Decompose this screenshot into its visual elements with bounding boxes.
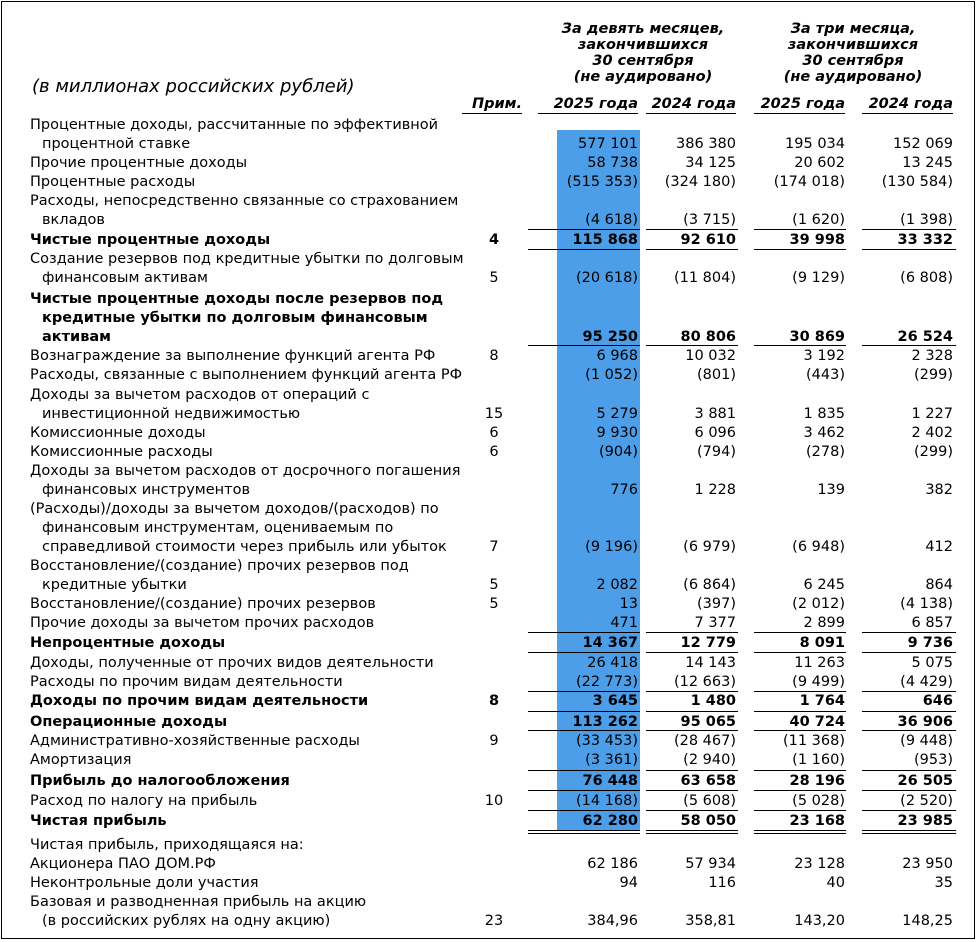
row-label-line: Доходы за вычетом расходов от досрочного погашения <box>30 463 461 479</box>
row-value: (6 864) <box>683 577 736 593</box>
row-label-line: Доходы, полученные от прочих видов деятельности <box>30 655 434 671</box>
row-label <box>30 751 460 770</box>
row-value: 382 <box>925 482 953 498</box>
row-label-line: финансовым активам <box>42 270 208 286</box>
row-value: 80 806 <box>680 329 736 345</box>
row-note: 5 <box>489 270 499 286</box>
header-year-1: 2025 года <box>538 96 638 114</box>
row-label-line: Чистая прибыль <box>30 813 167 829</box>
row-value: (1 398) <box>900 212 953 228</box>
rule-line <box>646 830 738 831</box>
row-note: 5 <box>489 596 499 612</box>
row-value: 57 934 <box>685 856 736 872</box>
row-note: 8 <box>488 693 500 709</box>
rule-line <box>862 229 956 230</box>
row-label-line: Создание резервов под кредитные убытки по долговым <box>30 251 464 267</box>
row-value: 8 091 <box>799 635 845 651</box>
row-value: 23 128 <box>794 856 845 872</box>
rule-line <box>754 810 846 811</box>
row-label-line: Неконтрольные доли участия <box>30 875 259 891</box>
row-label <box>30 173 460 192</box>
row-value: 40 <box>826 875 845 891</box>
row-value: (4 618) <box>585 212 638 228</box>
row-value: 1 764 <box>799 693 845 709</box>
row-label <box>30 855 460 874</box>
row-value: (4 138) <box>900 596 953 612</box>
row-label <box>30 732 460 751</box>
row-label-line: кредитные убытки <box>42 577 187 593</box>
row-label-line: Расход по налогу на прибыль <box>30 793 258 809</box>
rule-line <box>528 249 640 250</box>
row-value: (9 448) <box>900 733 953 749</box>
row-value: 10 032 <box>685 348 736 364</box>
rule-line <box>528 345 640 346</box>
row-label <box>30 424 460 443</box>
row-label-line: инвестиционной недвижимостью <box>42 406 301 422</box>
row-label-line: Амортизация <box>30 752 132 768</box>
row-value: 384,96 <box>587 913 638 929</box>
row-value: (3 715) <box>683 212 736 228</box>
rule-line <box>754 632 846 633</box>
row-label-line: Расходы, непосредственно связанные со страхованием <box>30 193 459 209</box>
row-value: 14 143 <box>685 655 736 671</box>
row-value: 358,81 <box>685 913 736 929</box>
row-value: 36 906 <box>897 714 953 730</box>
header-year-2: 2024 года <box>646 96 736 114</box>
row-value: 6 857 <box>911 615 953 631</box>
row-value: (299) <box>914 444 953 460</box>
row-note: 23 <box>484 913 504 929</box>
row-note: 8 <box>489 348 499 364</box>
row-value: (801) <box>697 367 736 383</box>
row-label <box>30 154 460 173</box>
row-label <box>30 500 460 557</box>
row-note: 9 <box>489 733 499 749</box>
row-value: (2 940) <box>683 752 736 768</box>
rule-line <box>528 830 640 831</box>
row-value: 95 250 <box>582 329 638 345</box>
row-label-line: Комиссионные доходы <box>30 425 206 441</box>
row-value: 30 869 <box>789 329 845 345</box>
row-value: 1 835 <box>803 406 845 422</box>
row-value: 5 075 <box>911 655 953 671</box>
row-label <box>30 443 460 462</box>
row-label-line: финансовых инструментов <box>42 482 251 498</box>
rule-line <box>754 652 846 653</box>
row-label <box>30 462 460 500</box>
rule-line <box>646 229 738 230</box>
row-note: 6 <box>489 444 499 460</box>
row-label <box>30 614 460 633</box>
rule-line <box>862 632 956 633</box>
rule-line <box>528 833 640 834</box>
rule-line <box>754 770 846 771</box>
row-value: 2 899 <box>803 615 845 631</box>
row-value: (22 773) <box>575 674 638 690</box>
row-value: (6 808) <box>900 270 953 286</box>
rule-line <box>646 730 738 731</box>
row-label <box>30 557 460 595</box>
row-label <box>30 595 460 614</box>
row-note: 7 <box>489 539 499 555</box>
row-label-line: Доходы по прочим видам деятельности <box>30 693 369 709</box>
row-value: (953) <box>914 752 953 768</box>
row-value: (3 361) <box>585 752 638 768</box>
row-value: 9 736 <box>907 635 953 651</box>
rule-line <box>646 770 738 771</box>
row-label-line: Чистая прибыль, приходящаяся на: <box>30 837 304 853</box>
row-label-line: Акционера ПАО ДОМ.РФ <box>30 856 216 872</box>
rule-line <box>528 770 640 771</box>
row-label <box>30 654 460 673</box>
row-value: (130 584) <box>881 174 953 190</box>
row-value: 6 968 <box>596 348 638 364</box>
row-value: 152 069 <box>893 136 953 152</box>
row-value: 195 034 <box>785 136 845 152</box>
row-label-line: Расходы, связанные с выполнением функций агента РФ <box>30 367 463 383</box>
row-label <box>30 836 460 855</box>
row-label-line: справедливой стоимости через прибыль или убыток <box>42 539 447 555</box>
rule-line <box>646 652 738 653</box>
row-value: 5 279 <box>596 406 638 422</box>
row-value: 115 868 <box>572 232 638 248</box>
rule-line <box>754 730 846 731</box>
row-value: (14 168) <box>575 793 638 809</box>
row-value: 412 <box>925 539 953 555</box>
rule-line <box>862 345 956 346</box>
row-label <box>30 634 460 653</box>
row-value: 3 192 <box>803 348 845 364</box>
row-value: (11 804) <box>673 270 736 286</box>
row-value: (33 453) <box>575 733 638 749</box>
rule-line <box>646 790 738 791</box>
header-year-4: 2024 года <box>862 96 953 114</box>
row-value: 3 881 <box>694 406 736 422</box>
row-value: 6 096 <box>694 425 736 441</box>
row-value: (794) <box>697 444 736 460</box>
row-value: 6 245 <box>803 577 845 593</box>
rule-line <box>528 632 640 633</box>
rule-line <box>528 229 640 230</box>
row-value: 471 <box>610 615 638 631</box>
row-value: (9 196) <box>585 539 638 555</box>
rule-line <box>862 833 956 834</box>
row-value: (28 467) <box>673 733 736 749</box>
row-label-line: Прибыль до налогообложения <box>30 773 290 789</box>
row-value: 92 610 <box>680 232 736 248</box>
row-label <box>30 812 460 831</box>
row-label-line: Прочие доходы за вычетом прочих расходов <box>30 615 375 631</box>
row-label <box>30 231 460 250</box>
row-value: 1 480 <box>690 693 736 709</box>
row-value: 386 380 <box>676 136 736 152</box>
row-value: (299) <box>914 367 953 383</box>
row-value: (20 618) <box>575 270 638 286</box>
rule-line <box>754 830 846 831</box>
row-label-line: Комиссионные расходы <box>30 444 213 460</box>
row-value: 28 196 <box>789 773 845 789</box>
rule-line <box>862 830 956 831</box>
row-value: 776 <box>610 482 638 498</box>
row-value: (2 520) <box>900 793 953 809</box>
row-value: 13 <box>619 596 638 612</box>
rule-line <box>646 345 738 346</box>
row-value: 58 738 <box>587 155 638 171</box>
row-label-line: Административно-хозяйственные расходы <box>30 733 360 749</box>
row-value: (397) <box>697 596 736 612</box>
row-label <box>30 772 460 791</box>
row-label-line: вкладов <box>42 212 105 228</box>
row-label-line: Расходы по прочим видам деятельности <box>30 674 343 690</box>
row-label <box>30 192 460 230</box>
row-value: 34 125 <box>685 155 736 171</box>
row-label <box>30 366 463 385</box>
row-value: (9 499) <box>792 674 845 690</box>
row-label <box>30 673 460 692</box>
row-value: 143,20 <box>794 913 845 929</box>
row-label-line: Процентные доходы, рассчитанные по эффективной <box>30 117 439 133</box>
rule-line <box>646 810 738 811</box>
row-value: 23 950 <box>902 856 953 872</box>
row-value: 12 779 <box>680 635 736 651</box>
row-value: (11 368) <box>782 733 845 749</box>
rule-line <box>646 249 738 250</box>
rule-line <box>646 711 738 712</box>
rule-line <box>862 810 956 811</box>
row-value: 577 101 <box>578 136 638 152</box>
row-value: (4 429) <box>900 674 953 690</box>
row-label-line: Базовая и разводненная прибыль на акцию <box>30 894 367 910</box>
row-value: (174 018) <box>773 174 845 190</box>
rule-line <box>646 691 738 692</box>
header-note: Прим. <box>462 96 522 114</box>
row-label <box>30 250 464 288</box>
row-label <box>30 116 460 154</box>
row-label-line: финансовым инструментам, оцениваемым по <box>42 520 394 536</box>
row-note: 4 <box>488 232 500 248</box>
row-label-line: кредитные убытки по долговым финансовым <box>42 310 428 326</box>
row-value: 864 <box>925 577 953 593</box>
rule-line <box>528 810 640 811</box>
row-label-line: Прочие процентные доходы <box>30 155 248 171</box>
row-label-line: Восстановление/(создание) прочих резервов под <box>30 558 409 574</box>
row-value: 63 658 <box>680 773 736 789</box>
row-label <box>30 347 460 366</box>
row-value: (6 979) <box>683 539 736 555</box>
row-value: (9 129) <box>792 270 845 286</box>
row-value: 26 524 <box>897 329 953 345</box>
row-value: 62 280 <box>582 813 638 829</box>
row-label <box>30 874 460 893</box>
row-value: 39 998 <box>789 232 845 248</box>
row-value: 20 602 <box>794 155 845 171</box>
row-value: 1 227 <box>911 406 953 422</box>
row-note: 5 <box>489 577 499 593</box>
row-value: 116 <box>708 875 736 891</box>
row-label-line: Операционные доходы <box>30 714 228 730</box>
row-value: (904) <box>599 444 638 460</box>
row-value: (515 353) <box>566 174 638 190</box>
rule-line <box>528 691 640 692</box>
rule-line <box>754 711 846 712</box>
row-label <box>30 290 460 347</box>
rule-line <box>862 730 956 731</box>
row-label-line: Процентные расходы <box>30 174 196 190</box>
rule-line <box>862 711 956 712</box>
rule-line <box>754 249 846 250</box>
row-value: 113 262 <box>572 714 638 730</box>
row-value: (1 620) <box>792 212 845 228</box>
row-value: 1 228 <box>694 482 736 498</box>
row-value: 11 263 <box>794 655 845 671</box>
row-value: 148,25 <box>902 913 953 929</box>
rule-line <box>528 730 640 731</box>
row-value: 58 050 <box>680 813 736 829</box>
row-label-line: Непроцентные доходы <box>30 635 226 651</box>
rule-line <box>754 229 846 230</box>
row-value: 23 985 <box>897 813 953 829</box>
row-label-line: активам <box>42 329 112 345</box>
row-label-line: процентной ставке <box>42 136 191 152</box>
row-value: 26 418 <box>587 655 638 671</box>
row-label-line: Чистые процентные доходы после резервов под <box>30 291 444 307</box>
row-label <box>30 893 460 931</box>
header-nine-months: За девять месяцев, закончившихся 30 сентября (не аудировано) <box>561 21 725 85</box>
row-value: (6 948) <box>792 539 845 555</box>
row-value: (1 052) <box>585 367 638 383</box>
row-note: 6 <box>489 425 499 441</box>
row-value: (1 160) <box>792 752 845 768</box>
row-label-line: (в российских рублях на одну акцию) <box>42 913 331 929</box>
header-year-3: 2025 года <box>754 96 845 114</box>
row-value: 95 065 <box>680 714 736 730</box>
row-value: (2 012) <box>792 596 845 612</box>
rule-line <box>528 652 640 653</box>
row-note: 10 <box>484 793 504 809</box>
row-value: 7 377 <box>694 615 736 631</box>
row-value: (5 028) <box>792 793 845 809</box>
row-value: 139 <box>817 482 845 498</box>
row-value: 35 <box>934 875 953 891</box>
row-value: 94 <box>619 875 638 891</box>
row-label <box>30 692 460 711</box>
rule-line <box>862 249 956 250</box>
row-value: 2 082 <box>596 577 638 593</box>
row-value: (12 663) <box>673 674 736 690</box>
row-value: (324 180) <box>664 174 736 190</box>
row-value: 646 <box>922 693 953 709</box>
row-label <box>30 792 460 811</box>
row-label-line: (Расходы)/доходы за вычетом доходов/(расходов) по <box>30 501 439 517</box>
row-note: 15 <box>484 406 504 422</box>
rule-line <box>862 652 956 653</box>
rule-line <box>862 770 956 771</box>
row-value: 2 328 <box>911 348 953 364</box>
rule-line <box>754 790 846 791</box>
row-label-line: Чистые процентные доходы <box>30 232 271 248</box>
rule-line <box>754 691 846 692</box>
row-value: (5 608) <box>683 793 736 809</box>
row-value: 26 505 <box>897 773 953 789</box>
rule-line <box>862 691 956 692</box>
row-value: 2 402 <box>911 425 953 441</box>
unit-label: (в миллионах российских рублей) <box>32 76 355 97</box>
rule-line <box>862 790 956 791</box>
row-value: 76 448 <box>582 773 638 789</box>
row-label <box>30 386 460 424</box>
row-value: 9 930 <box>596 425 638 441</box>
row-label-line: Вознаграждение за выполнение функций агента РФ <box>30 348 436 364</box>
row-value: 14 367 <box>582 635 638 651</box>
rule-line <box>528 711 640 712</box>
rule-line <box>754 833 846 834</box>
row-value: 13 245 <box>902 155 953 171</box>
row-value: 3 462 <box>803 425 845 441</box>
rule-line <box>646 833 738 834</box>
row-value: 62 186 <box>587 856 638 872</box>
row-value: 33 332 <box>897 232 953 248</box>
rule-line <box>754 345 846 346</box>
row-value: 40 724 <box>789 714 845 730</box>
row-value: (278) <box>806 444 845 460</box>
row-value: 3 645 <box>592 693 638 709</box>
row-label-line: Восстановление/(создание) прочих резервов <box>30 596 376 612</box>
rule-line <box>646 632 738 633</box>
row-value: (443) <box>806 367 845 383</box>
row-value: 23 168 <box>789 813 845 829</box>
row-label <box>30 713 460 732</box>
header-three-months: За три месяца, закончившихся 30 сентября (не аудировано) <box>783 21 923 85</box>
rule-line <box>528 790 640 791</box>
row-label-line: Доходы за вычетом расходов от операций с <box>30 387 370 403</box>
